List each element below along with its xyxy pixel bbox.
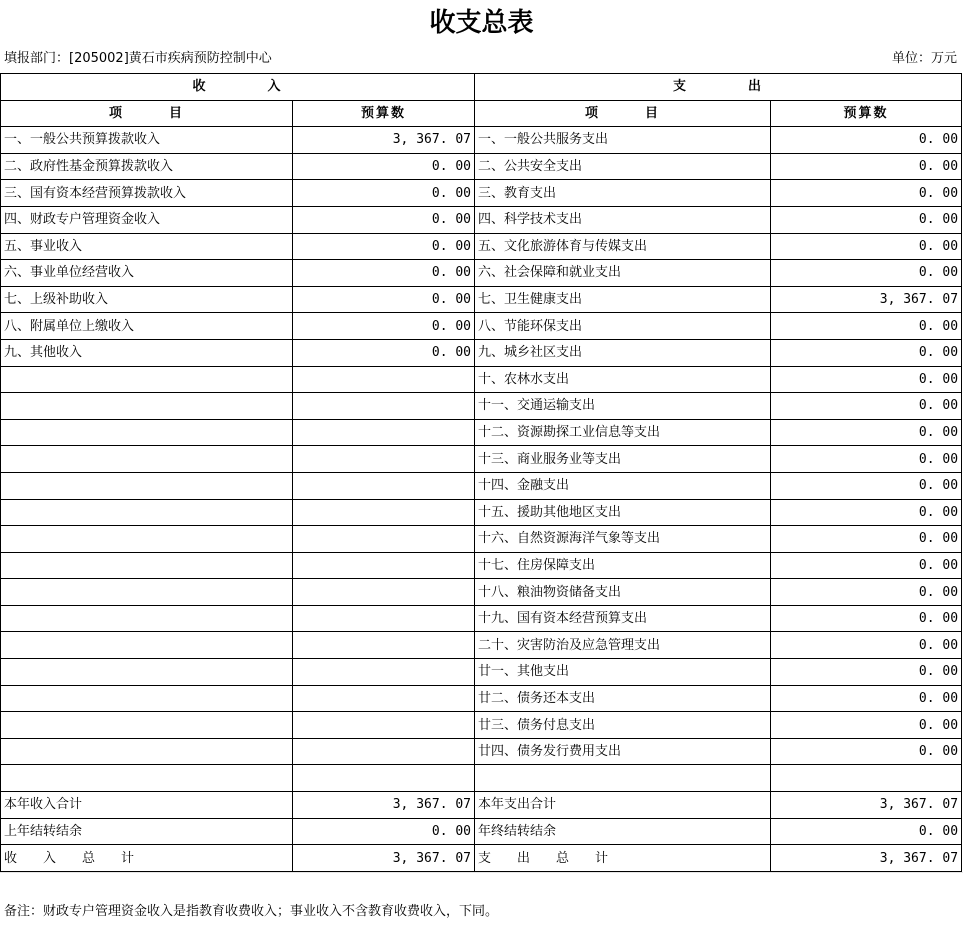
expense-item-value: 3, 367. 07 xyxy=(771,286,962,313)
expense-item-label: 十二、资源勘探工业信息等支出 xyxy=(475,419,771,446)
expense-item-label: 一、一般公共服务支出 xyxy=(475,127,771,154)
income-section-header: 收 入 xyxy=(1,74,475,101)
empty-cell xyxy=(1,526,293,553)
expense-item-label: 廿一、其他支出 xyxy=(475,659,771,686)
empty-cell xyxy=(293,579,475,606)
income-item-value: 0. 00 xyxy=(293,233,475,260)
income-item-label: 六、事业单位经营收入 xyxy=(1,260,293,287)
empty-cell xyxy=(293,552,475,579)
table-row xyxy=(1,393,962,420)
expense-item-header: 项 目 xyxy=(475,100,771,127)
income-total-label: 收 入 总 计 xyxy=(1,845,293,872)
empty-cell xyxy=(1,419,293,446)
income-item-value: 0. 00 xyxy=(293,260,475,287)
page-title: 收支总表 xyxy=(429,8,534,38)
empty-cell xyxy=(293,685,475,712)
empty-cell xyxy=(1,472,293,499)
empty-cell xyxy=(293,472,475,499)
expense-item-label: 十六、自然资源海洋气象等支出 xyxy=(475,526,771,553)
empty-cell xyxy=(293,659,475,686)
table-row xyxy=(1,339,962,366)
expense-item-value: 0. 00 xyxy=(771,472,962,499)
empty-cell xyxy=(1,579,293,606)
table-row xyxy=(1,313,962,340)
table-row xyxy=(1,127,962,154)
income-item-label: 七、上级补助收入 xyxy=(1,286,293,313)
department-label: 填报部门：[205002]黄石市疾病预防控制中心 xyxy=(4,51,272,66)
expense-item-label: 二、公共安全支出 xyxy=(475,153,771,180)
expense-item-value: 0. 00 xyxy=(771,339,962,366)
expense-item-label: 十三、商业服务业等支出 xyxy=(475,446,771,473)
empty-cell xyxy=(293,738,475,765)
carry-in-label: 上年结转结余 xyxy=(1,818,293,845)
expense-item-label: 十九、国有资本经营预算支出 xyxy=(475,605,771,632)
empty-cell xyxy=(1,765,293,792)
table-row xyxy=(1,366,962,393)
expense-item-value: 0. 00 xyxy=(771,127,962,154)
column-header-row xyxy=(1,100,962,127)
income-year-label: 本年收入合计 xyxy=(1,792,293,819)
empty-cell xyxy=(1,446,293,473)
table-row xyxy=(1,526,962,553)
income-item-value: 0. 00 xyxy=(293,286,475,313)
income-item-label: 二、政府性基金预算拨款收入 xyxy=(1,153,293,180)
section-header-row xyxy=(1,74,962,101)
empty-cell xyxy=(1,738,293,765)
empty-cell xyxy=(1,685,293,712)
expense-item-label: 三、教育支出 xyxy=(475,180,771,207)
footnote: 备注：财政专户管理资金收入是指教育收费收入；事业收入不含教育收费收入，下同。 xyxy=(4,904,499,919)
carry-over-row xyxy=(1,818,962,845)
expense-item-label: 八、节能环保支出 xyxy=(475,313,771,340)
table-row xyxy=(1,738,962,765)
empty-cell xyxy=(475,765,771,792)
income-item-value: 0. 00 xyxy=(293,313,475,340)
table-row xyxy=(1,659,962,686)
expense-item-label: 十、农林水支出 xyxy=(475,366,771,393)
expense-year-label: 本年支出合计 xyxy=(475,792,771,819)
empty-cell xyxy=(293,712,475,739)
expense-item-value: 0. 00 xyxy=(771,552,962,579)
empty-cell xyxy=(1,366,293,393)
expense-item-value: 0. 00 xyxy=(771,659,962,686)
expense-item-label: 十五、援助其他地区支出 xyxy=(475,499,771,526)
empty-cell xyxy=(1,632,293,659)
expense-item-value: 0. 00 xyxy=(771,738,962,765)
table-row xyxy=(1,419,962,446)
table-body xyxy=(1,74,962,872)
income-total-value: 3, 367. 07 xyxy=(293,845,475,872)
expense-item-value: 0. 00 xyxy=(771,605,962,632)
table-row xyxy=(1,233,962,260)
expense-year-value: 3, 367. 07 xyxy=(771,792,962,819)
empty-cell xyxy=(293,499,475,526)
expense-item-value: 0. 00 xyxy=(771,260,962,287)
empty-cell xyxy=(1,712,293,739)
income-item-value: 0. 00 xyxy=(293,339,475,366)
expense-item-label: 五、文化旅游体育与传媒支出 xyxy=(475,233,771,260)
expense-total-label: 支 出 总 计 xyxy=(475,845,771,872)
expense-item-value: 0. 00 xyxy=(771,685,962,712)
unit-label: 单位：万元 xyxy=(891,51,957,66)
expense-item-value: 0. 00 xyxy=(771,233,962,260)
empty-cell xyxy=(293,419,475,446)
table-row xyxy=(1,605,962,632)
expense-item-value: 0. 00 xyxy=(771,206,962,233)
income-item-label: 三、国有资本经营预算拨款收入 xyxy=(1,180,293,207)
empty-cell xyxy=(293,393,475,420)
empty-cell xyxy=(293,605,475,632)
expense-item-label: 十四、金融支出 xyxy=(475,472,771,499)
expense-item-label: 十一、交通运输支出 xyxy=(475,393,771,420)
empty-cell xyxy=(1,659,293,686)
income-item-header: 项 目 xyxy=(1,100,293,127)
income-item-label: 八、附属单位上缴收入 xyxy=(1,313,293,340)
expense-item-value: 0. 00 xyxy=(771,446,962,473)
empty-cell xyxy=(1,499,293,526)
table-row xyxy=(1,685,962,712)
carry-out-label: 年终结转结余 xyxy=(475,818,771,845)
income-item-value: 0. 00 xyxy=(293,206,475,233)
expense-item-label: 四、科学技术支出 xyxy=(475,206,771,233)
expense-budget-header: 预算数 xyxy=(771,100,962,127)
spacer-row xyxy=(1,765,962,792)
empty-cell xyxy=(293,366,475,393)
table-row xyxy=(1,446,962,473)
expense-item-value: 0. 00 xyxy=(771,632,962,659)
table-row xyxy=(1,153,962,180)
table-row xyxy=(1,286,962,313)
income-year-value: 3, 367. 07 xyxy=(293,792,475,819)
table-row xyxy=(1,579,962,606)
expense-item-value: 0. 00 xyxy=(771,393,962,420)
expense-item-value: 0. 00 xyxy=(771,526,962,553)
expense-item-label: 二十、灾害防治及应急管理支出 xyxy=(475,632,771,659)
expense-item-value: 0. 00 xyxy=(771,180,962,207)
budget-table xyxy=(0,73,962,872)
table-row xyxy=(1,552,962,579)
expense-item-label: 七、卫生健康支出 xyxy=(475,286,771,313)
table-row xyxy=(1,180,962,207)
expense-item-label: 廿四、债务发行费用支出 xyxy=(475,738,771,765)
expense-item-value: 0. 00 xyxy=(771,579,962,606)
expense-item-value: 0. 00 xyxy=(771,153,962,180)
carry-in-value: 0. 00 xyxy=(293,818,475,845)
income-budget-header: 预算数 xyxy=(293,100,475,127)
income-item-label: 五、事业收入 xyxy=(1,233,293,260)
expense-total-value: 3, 367. 07 xyxy=(771,845,962,872)
table-row xyxy=(1,499,962,526)
table-row xyxy=(1,260,962,287)
income-item-value: 0. 00 xyxy=(293,153,475,180)
empty-cell xyxy=(293,526,475,553)
empty-cell xyxy=(1,605,293,632)
empty-cell xyxy=(1,393,293,420)
table-row xyxy=(1,712,962,739)
income-item-value: 0. 00 xyxy=(293,180,475,207)
expense-item-value: 0. 00 xyxy=(771,366,962,393)
expense-item-label: 六、社会保障和就业支出 xyxy=(475,260,771,287)
income-item-label: 九、其他收入 xyxy=(1,339,293,366)
empty-cell xyxy=(293,632,475,659)
expense-item-label: 十八、粮油物资储备支出 xyxy=(475,579,771,606)
income-item-value: 3, 367. 07 xyxy=(293,127,475,154)
expense-item-value: 0. 00 xyxy=(771,712,962,739)
grand-total-row xyxy=(1,845,962,872)
empty-cell xyxy=(1,552,293,579)
income-item-label: 一、一般公共预算拨款收入 xyxy=(1,127,293,154)
empty-cell xyxy=(293,446,475,473)
empty-cell xyxy=(771,765,962,792)
expense-item-label: 九、城乡社区支出 xyxy=(475,339,771,366)
expense-item-label: 廿三、债务付息支出 xyxy=(475,712,771,739)
table-row xyxy=(1,472,962,499)
divider xyxy=(0,872,963,873)
year-total-row xyxy=(1,792,962,819)
expense-item-value: 0. 00 xyxy=(771,313,962,340)
expense-item-value: 0. 00 xyxy=(771,499,962,526)
empty-cell xyxy=(293,765,475,792)
income-item-label: 四、财政专户管理资金收入 xyxy=(1,206,293,233)
expense-item-value: 0. 00 xyxy=(771,419,962,446)
expense-item-label: 十七、住房保障支出 xyxy=(475,552,771,579)
expense-section-header: 支 出 xyxy=(475,74,962,101)
carry-out-value: 0. 00 xyxy=(771,818,962,845)
expense-item-label: 廿二、债务还本支出 xyxy=(475,685,771,712)
table-row xyxy=(1,632,962,659)
table-row xyxy=(1,206,962,233)
